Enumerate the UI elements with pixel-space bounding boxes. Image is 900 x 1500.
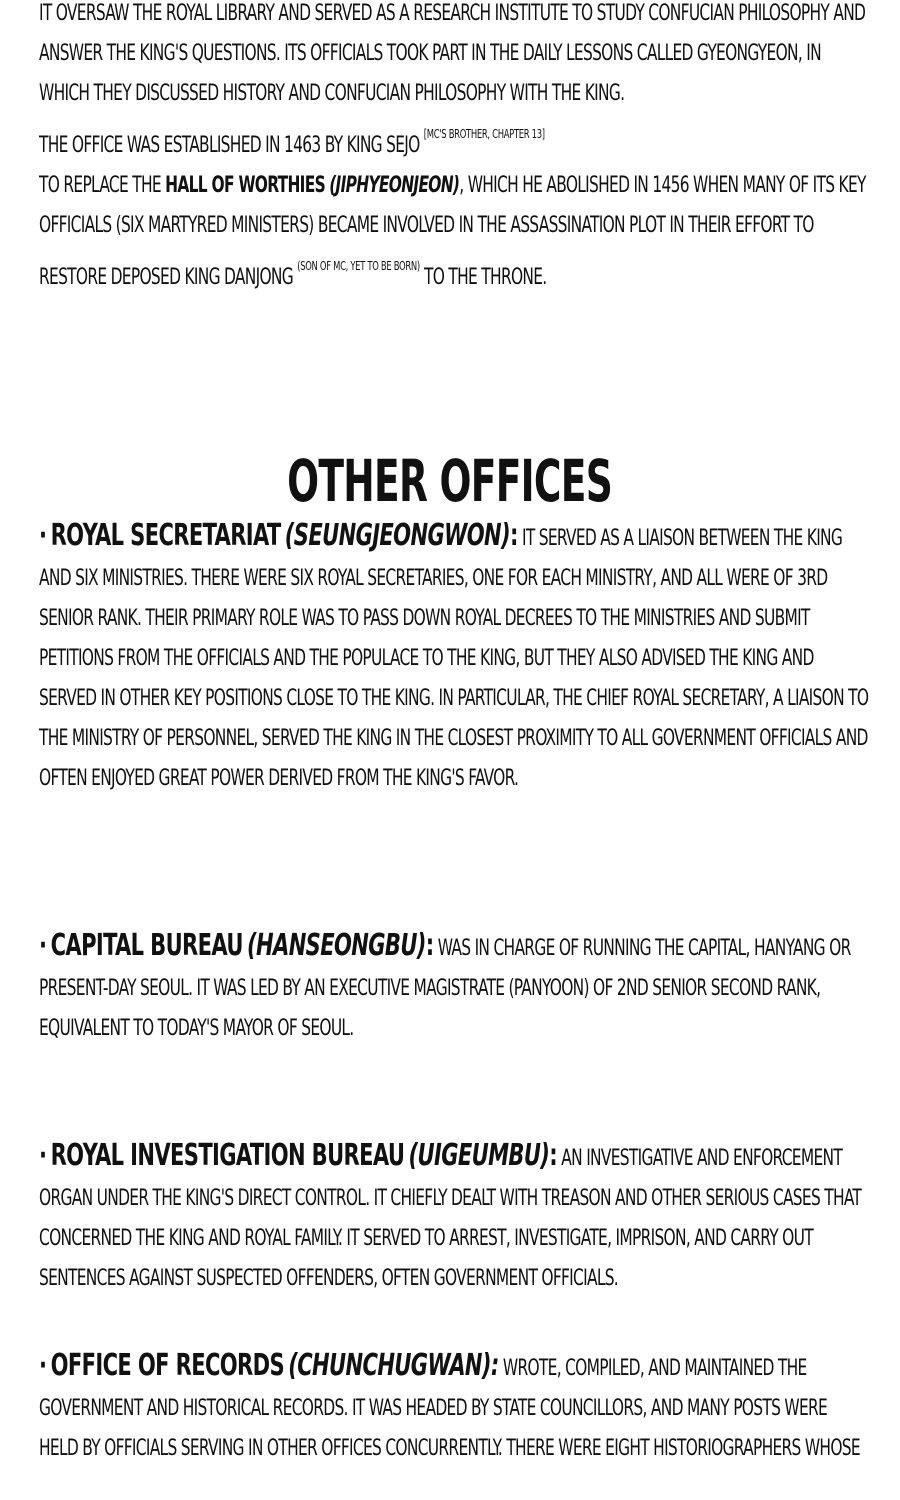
intro-text-c-rest: , WHICH HE ABOLISHED IN 1456 WHEN MANY OF ITS KEY OFFICIALS (SIX MARTYRED MINISTERS) BECAME INVOLVED IN THE ASSASSINATION PLOT IN THEIR EFFORT TO RESTORE DEPOSED KING DANJONG: [39, 173, 866, 290]
section-heading: OTHER OFFICES: [287, 447, 613, 515]
entry-text: AN INVESTIGATIVE AND ENFORCEMENT ORGAN UNDER THE KING'S DIRECT CONTROL. IT CHIEFLY DEALT WITH TREASON AND OTHER SERIOUS CASES THAT CONCERNED THE KING AND ROYAL FAMILY. IT SERVED TO ARREST, INVESTIGATE, IMPRISON, AND CARRY OUT SENTENCES AGAINST SUSPECTED OFFENDERS, OFTEN GOVERNMENT OFFICIALS.: [39, 1146, 862, 1291]
intro-text-c: TO REPLACE THE: [39, 173, 161, 198]
intro-paragraph: [39, 0, 869, 298]
entry-text: WROTE, COMPILED, AND MAINTAINED THE GOVERNMENT AND HISTORICAL RECORDS. IT WAS HEADED BY STATE COUNCILLORS, AND MANY POSTS WERE HELD BY OFFICIALS SERVING IN OTHER OFFICES CONCURRENTLY. THERE WERE EIGHT HISTORIOGRAPHERS WHOSE: [39, 1356, 860, 1461]
entry-alt-name: (UIGEUMBU): [408, 1138, 550, 1173]
entry-capital-bureau: [39, 926, 869, 1049]
hall-of-worthies-term: HALL OF WORTHIES: [165, 173, 325, 198]
entry-text: IT SERVED AS A LIAISON BETWEEN THE KING AND SIX MINISTRIES. THERE WERE SIX ROYAL SECRETARIES, ONE FOR EACH MINISTRY, AND ALL WERE OF 3RD SENIOR RANK. THEIR PRIMARY ROLE WAS TO PASS DOWN ROYAL DECREES TO THE MINISTRIES AND SUBMIT PETITIONS FROM THE OFFICIALS AND THE POPULACE TO THE KING, BUT THEY ALSO ADVISED THE KING AND SERVED IN OTHER KEY POSITIONS CLOSE TO THE KING. IN PARTICULAR, THE CHIEF ROYAL SECRETARY, A LIAISON TO THE MINISTRY OF PERSONNEL, SERVED THE KING IN THE CLOSEST PROXIMITY TO ALL GOVERNMENT OFFICIALS AND OFTEN ENJOYED GREAT POWER DERIVED FROM THE KING'S FAVOR.: [39, 526, 869, 791]
footnote-son-of-mc: (SON OF MC, YET TO BE BORN): [297, 259, 420, 273]
entry-term: ROYAL SECRETARIAT: [50, 518, 281, 553]
intro-text-b: THE OFFICE WAS ESTABLISHED IN 1463 BY KING SEJO: [39, 133, 420, 158]
footnote-mc-brother: [MC'S BROTHER, CHAPTER 13]: [423, 127, 545, 141]
entry-alt-name: (SEUNGJEONGWON): [284, 518, 510, 553]
entry-separator: :: [425, 928, 434, 963]
intro-text-c-end: TO THE THRONE.: [424, 265, 547, 290]
entry-separator: :: [549, 1138, 558, 1173]
entry-text: WAS IN CHARGE OF RUNNING THE CAPITAL, HANYANG OR PRESENT-DAY SEOUL. IT WAS LED BY AN EXECUTIVE MAGISTRATE (PANYOON) OF 2ND SENIOR SECOND RANK, EQUIVALENT TO TODAY'S MAYOR OF SEOUL.: [39, 936, 851, 1041]
entry-term: CAPITAL BUREAU: [50, 928, 243, 963]
intro-text-a: IT OVERSAW THE ROYAL LIBRARY AND SERVED AS A RESEARCH INSTITUTE TO STUDY CONFUCIAN PHILOSOPHY AND ANSWER THE KING'S QUESTIONS. ITS OFFICIALS TOOK PART IN THE DAILY LESSONS CALLED GYEONGYEON, IN WHICH THEY DISCUSSED HISTORY AND CONFUCIAN PHILOSOPHY WITH THE KING.: [39, 1, 866, 106]
entry-office-of-records: [39, 1346, 869, 1469]
entry-bullet: ·: [39, 518, 47, 553]
hall-of-worthies-alt: (JIPHYEONJEON): [329, 173, 460, 198]
entry-royal-secretariat: [39, 516, 869, 799]
entry-separator: :: [509, 518, 518, 553]
entry-bullet: ·: [39, 928, 47, 963]
entry-royal-investigation-bureau: [39, 1136, 869, 1299]
entry-bullet: ·: [39, 1138, 47, 1173]
entry-alt-name: (HANSEONGBU): [247, 928, 426, 963]
entry-alt-name: (CHUNCHUGWAN):: [288, 1348, 499, 1383]
entry-bullet: ·: [39, 1348, 47, 1383]
entry-term: ROYAL INVESTIGATION BUREAU: [50, 1138, 405, 1173]
entry-term: OFFICE OF RECORDS: [50, 1348, 285, 1383]
